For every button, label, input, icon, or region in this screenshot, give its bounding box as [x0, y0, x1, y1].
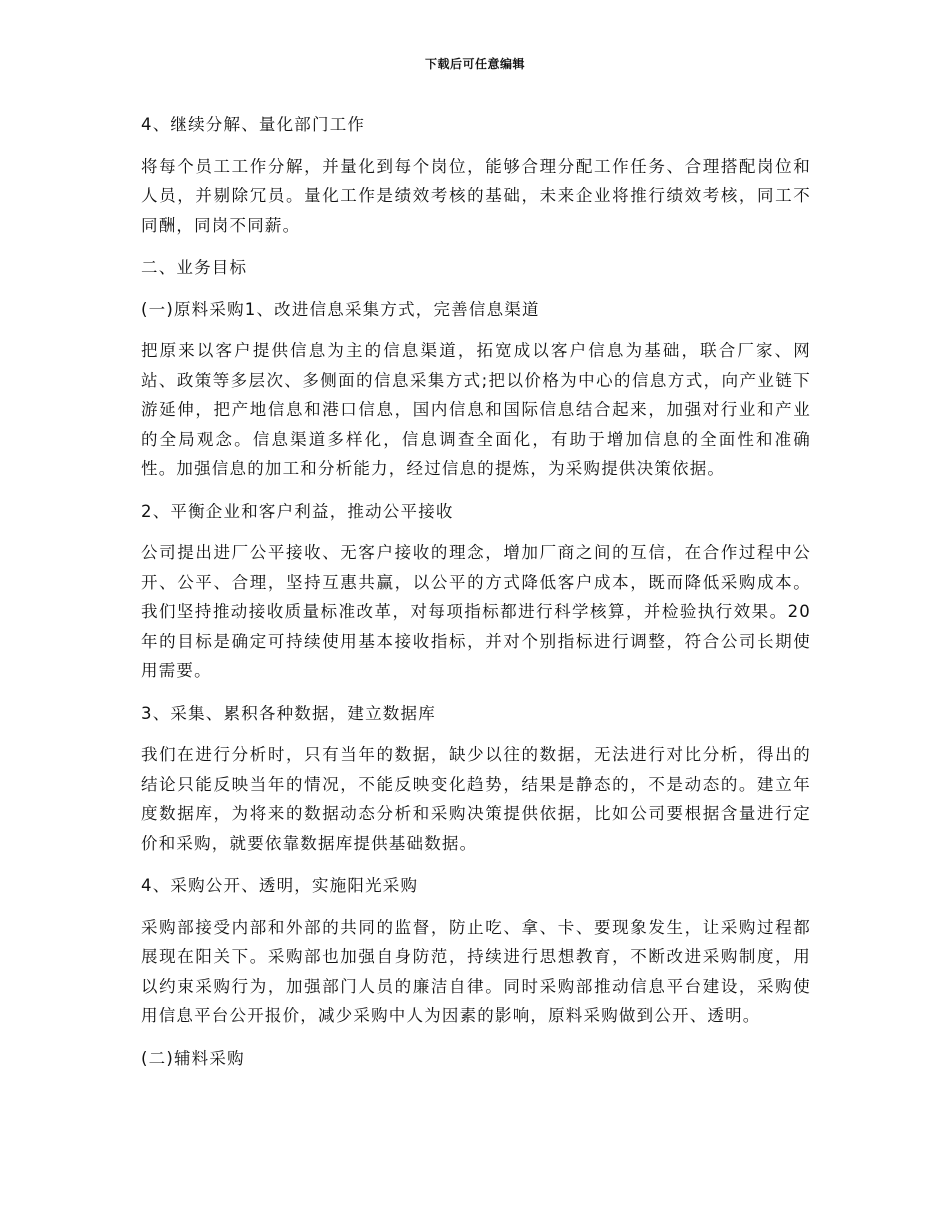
section-heading-raw-material-info: (一)原料采购1、改进信息采集方式，完善信息渠道 [141, 299, 540, 319]
section-heading-auxiliary-procurement: (二)辅料采购 [141, 1048, 245, 1068]
paragraph-database: 我们在进行分析时，只有当年的数据，缺少以往的数据，无法进行对比分析，得出的结论只能反映当年的情况，不能反映变化趋势，结果是静态的，不是动态的。建立年度数据库，为将来的数据动态分析和采购决策提供依据，比如公司要根据含量进行定价和采购，就要依靠数据库提供基础数据。 [141, 745, 811, 853]
page-header: 下载后可任意编辑 [424, 57, 525, 71]
section-heading-fair-receiving: 2、平衡企业和客户利益，推动公平接收 [141, 501, 454, 521]
paragraph-fair-receiving: 公司提出进厂公平接收、无客户接收的理念，增加厂商之间的互信，在合作过程中公开、公平、合理，坚持互惠共赢，以公平的方式降低客户成本，既而降低采购成本。我们坚持推动接收质量标准改革，对每项指标都进行科学核算，并检验执行效果。20年的目标是确定可持续使用基本接收指标，并对个别指标进行调整，符合公司长期使用需要。 [141, 543, 811, 680]
paragraph-transparent-procurement: 采购部接受内部和外部的共同的监督，防止吃、拿、卡、要现象发生，让采购过程都展现在阳关下。采购部也加强自身防范，持续进行思想教育，不断改进采购制度，用以约束采购行为，加强部门人员的廉洁自律。同时采购部推动信息平台建设，采购使用信息平台公开报价，减少采购中人为因素的影响，原料采购做到公开、透明。 [141, 917, 811, 1025]
section-heading-database: 3、采集、累积各种数据，建立数据库 [141, 703, 436, 723]
section-heading-transparent-procurement: 4、采购公开、透明，实施阳光采购 [141, 876, 419, 895]
paragraph-quantify-work: 将每个员工工作分解，并量化到每个岗位，能够合理分配工作任务、合理搭配岗位和人员，并剔除冗员。量化工作是绩效考核的基础，未来企业将推行绩效考核，同工不同酬，同岗不同薪。 [141, 156, 811, 235]
section-heading-quantify-work: 4、继续分解、量化部门工作 [141, 115, 366, 134]
paragraph-info-channels: 把原来以客户提供信息为主的信息渠道，拓宽成以客户信息为基础，联合厂家、网站、政策等多层次、多侧面的信息采集方式;把以价格为中心的信息方式，向产业链下游延伸，把产地信息和港口信息，国内信息和国际信息结合起来，加强对行业和产业的全局观念。信息渠道多样化，信息调查全面化，有助于增加信息的全面性和准确性。加强信息的加工和分析能力，经过信息的提炼，为采购提供决策依据。 [141, 341, 811, 478]
document-body [141, 110, 811, 1085]
section-heading-business-goals: 二、业务目标 [141, 258, 248, 277]
